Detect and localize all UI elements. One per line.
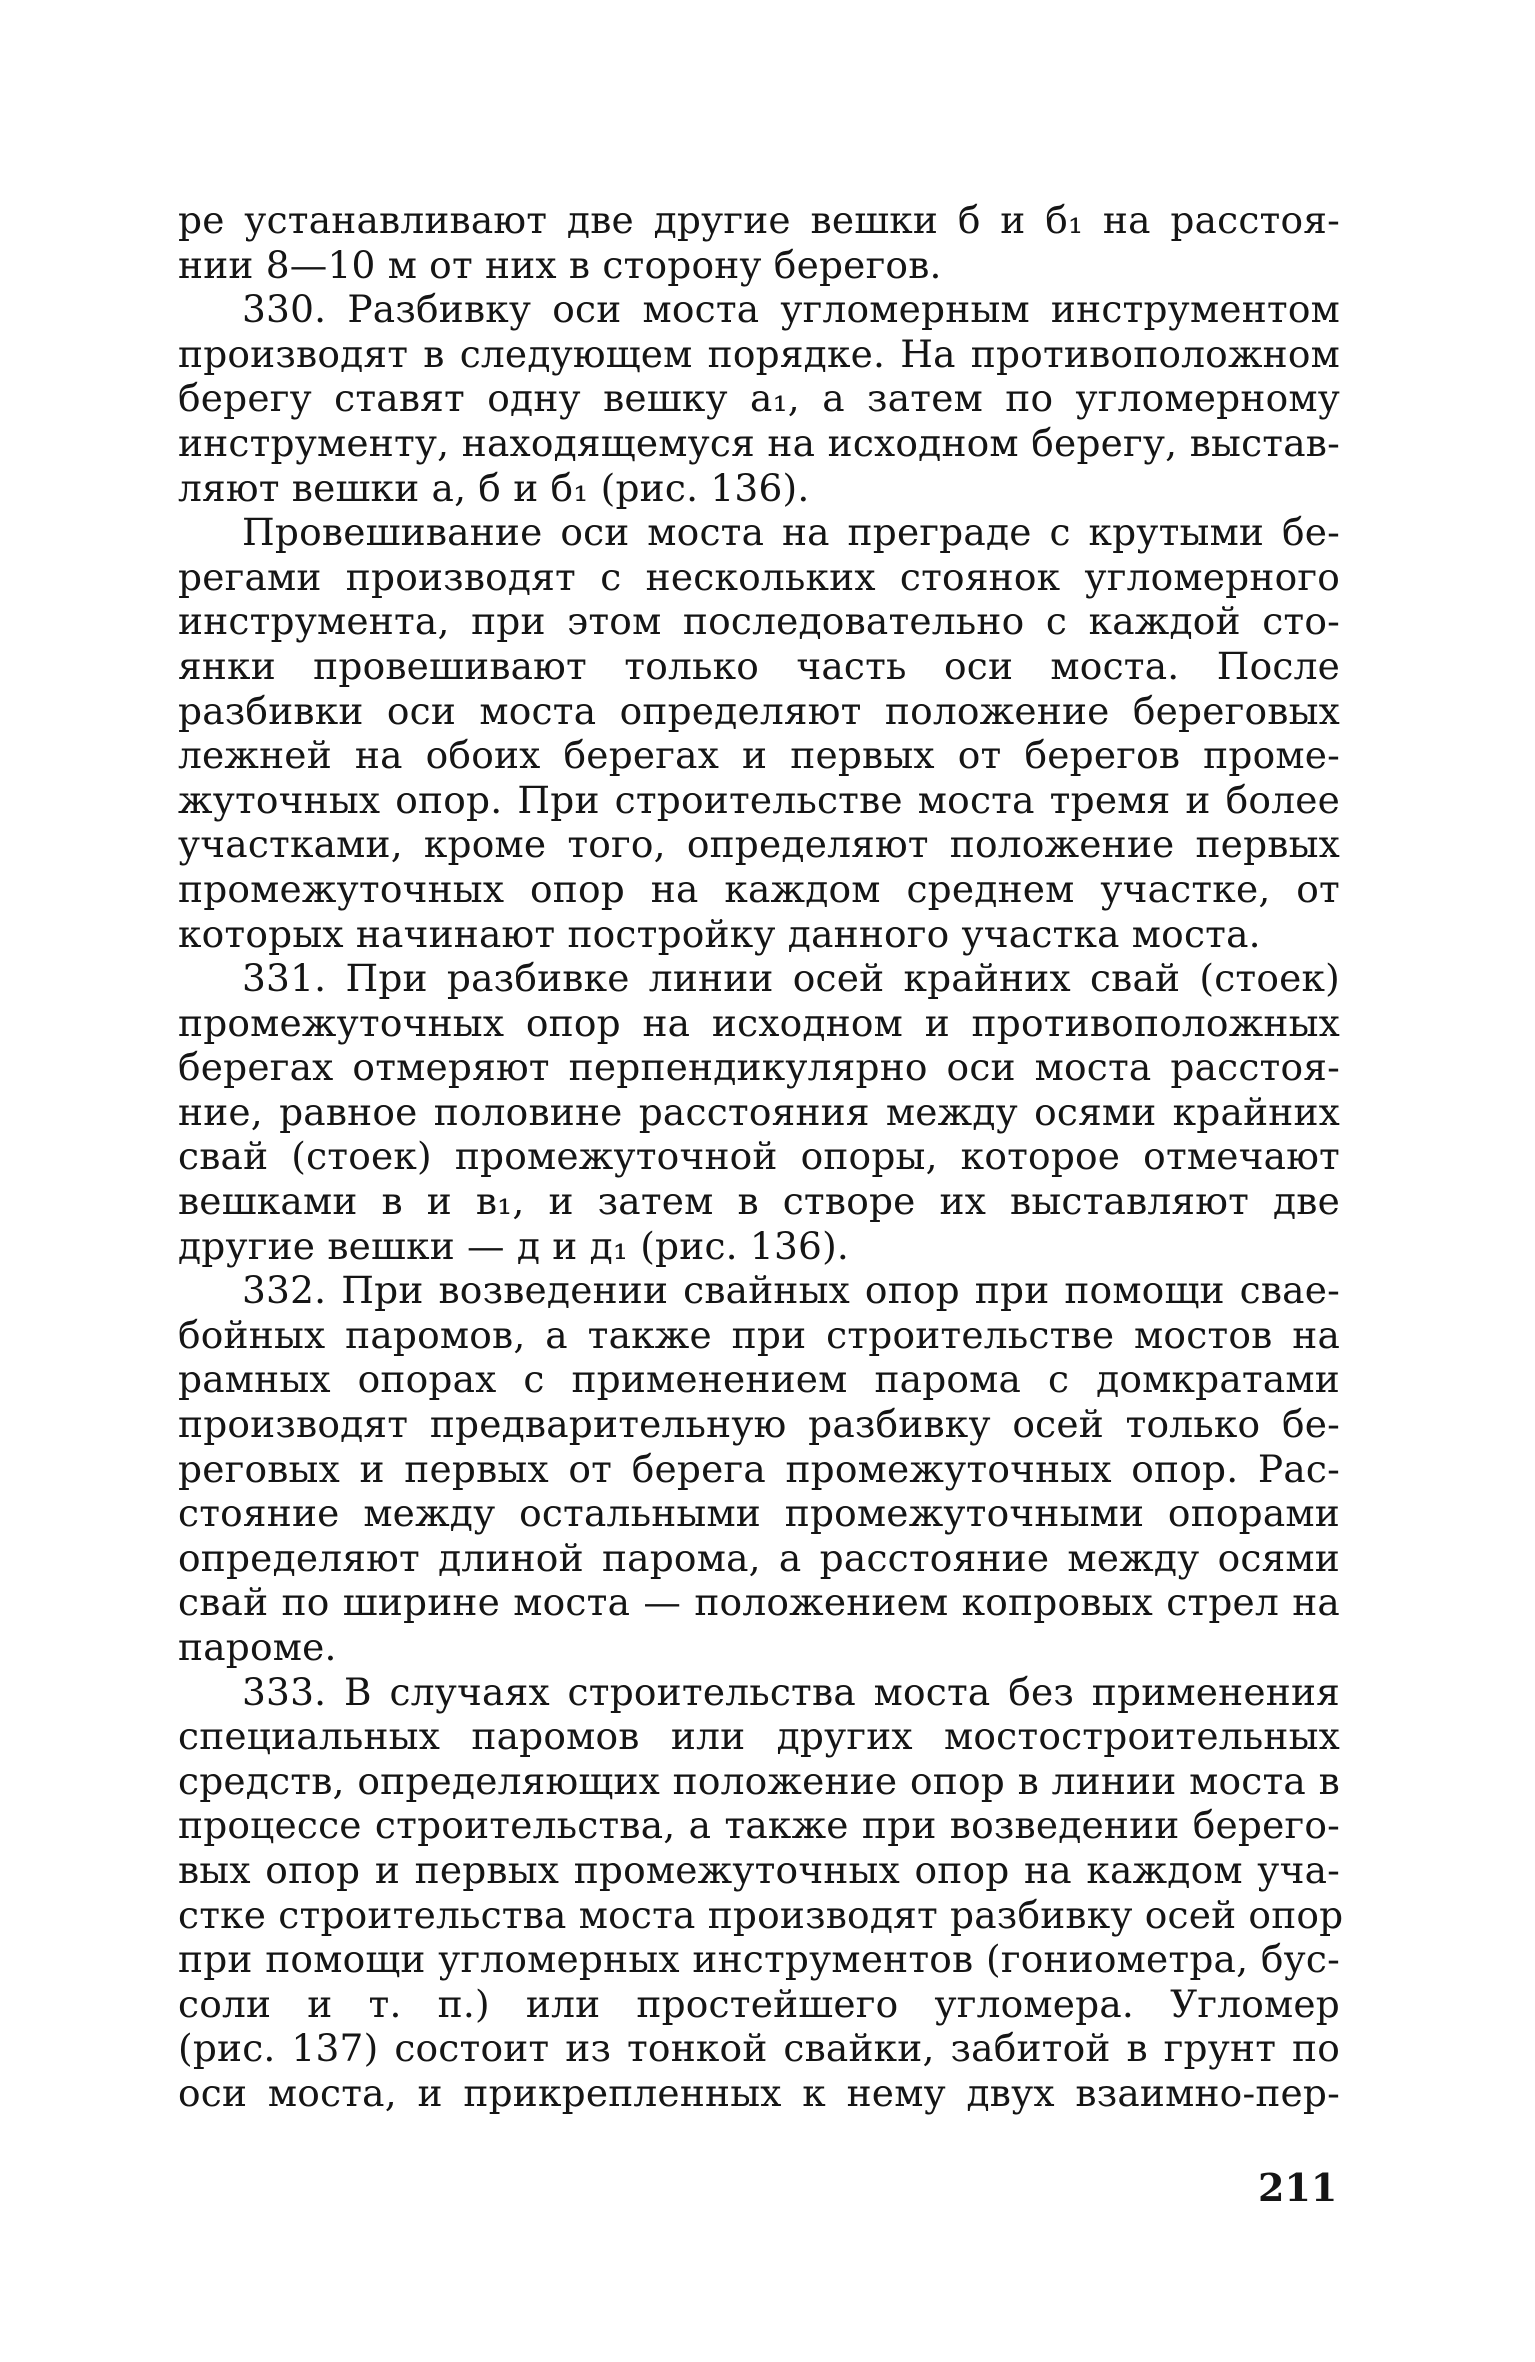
text-line: берегах отмеряют перпендикулярно оси моста расстоя-: [178, 1045, 1340, 1090]
text-line: свай (стоек) промежуточной опоры, которое отмечают: [178, 1134, 1340, 1179]
text-line: ние, равное половине расстояния между осями крайних: [178, 1089, 1340, 1134]
page-number: 211: [1258, 2165, 1338, 2210]
text-line: бойных паромов, а также при строительстве мостов на: [178, 1312, 1340, 1357]
text-line: жуточных опор. При строительстве моста тремя и более: [178, 777, 1340, 822]
page-text-body: [178, 198, 1344, 2116]
text-line: 331. При разбивке линии осей крайних свай (стоек): [242, 956, 1340, 1001]
text-line: промежуточных опор на исходном и противоположных: [178, 1000, 1340, 1045]
text-line: лежней на обоих берегах и первых от берегов проме-: [178, 733, 1340, 778]
text-line: определяют длиной парома, а расстояние между осями: [178, 1535, 1340, 1580]
text-line: 333. В случаях строительства моста без применения: [242, 1669, 1340, 1714]
text-line: специальных паромов или других мостостроительных: [178, 1714, 1340, 1759]
text-line: Провешивание оси моста на преграде с крутыми бе-: [242, 510, 1340, 555]
text-line: вых опор и первых промежуточных опор на каждом уча-: [178, 1847, 1340, 1892]
text-line: 332. При возведении свайных опор при помощи свае-: [242, 1268, 1340, 1313]
text-line: ре устанавливают две другие вешки б и б₁ на расстоя-: [178, 198, 1340, 242]
text-line: рамных опорах с применением парома с домкратами: [178, 1357, 1340, 1402]
text-line: вешками в и в₁, и затем в створе их выставляют две: [178, 1179, 1340, 1224]
text-line: свай по ширине моста — положением копровых стрел на: [178, 1580, 1340, 1625]
text-line: стке строительства моста производят разбивку осей опор: [178, 1892, 1344, 1937]
text-line: производят в следующем порядке. На противоположном: [178, 331, 1340, 376]
text-line: которых начинают постройку данного участка моста.: [178, 911, 1261, 956]
text-line: процессе строительства, а также при возведении берего-: [178, 1803, 1340, 1848]
text-line: производят предварительную разбивку осей только бе-: [178, 1402, 1340, 1447]
text-line: (рис. 137) состоит из тонкой свайки, забитой в грунт по: [178, 2026, 1340, 2071]
text-line: берегу ставят одну вешку a₁, а затем по угломерному: [178, 376, 1340, 421]
text-line: промежуточных опор на каждом среднем участке, от: [178, 866, 1340, 911]
text-line: инструмента, при этом последовательно с каждой сто-: [178, 599, 1340, 644]
text-line: пароме.: [178, 1625, 337, 1669]
text-line: нии 8—10 м от них в сторону берегов.: [178, 242, 942, 287]
text-line: ляют вешки а, б и б₁ (рис. 136).: [178, 465, 810, 510]
text-line: стояние между остальными промежуточными опорами: [178, 1491, 1340, 1536]
text-line: участками, кроме того, определяют положение первых: [178, 822, 1340, 867]
text-line: соли и т. п.) или простейшего угломера. Угломер: [178, 1981, 1340, 2026]
text-line: оси моста, и прикрепленных к нему двух взаимно-пер-: [178, 2070, 1340, 2115]
text-line: разбивки оси моста определяют положение береговых: [178, 688, 1340, 733]
text-line: янки провешивают только часть оси моста. После: [178, 643, 1340, 688]
text-line: 330. Разбивку оси моста угломерным инструментом: [242, 287, 1340, 332]
text-line: регами производят с нескольких стоянок угломерного: [178, 554, 1340, 599]
text-line: средств, определяющих положение опор в линии моста в: [178, 1758, 1340, 1803]
text-line: другие вешки — д и д₁ (рис. 136).: [178, 1223, 850, 1268]
text-line: при помощи угломерных инструментов (гониометра, бус-: [178, 1937, 1340, 1982]
text-line: инструменту, находящемуся на исходном берегу, выстав-: [178, 420, 1340, 465]
text-line: реговых и первых от берега промежуточных опор. Рас-: [178, 1446, 1340, 1491]
